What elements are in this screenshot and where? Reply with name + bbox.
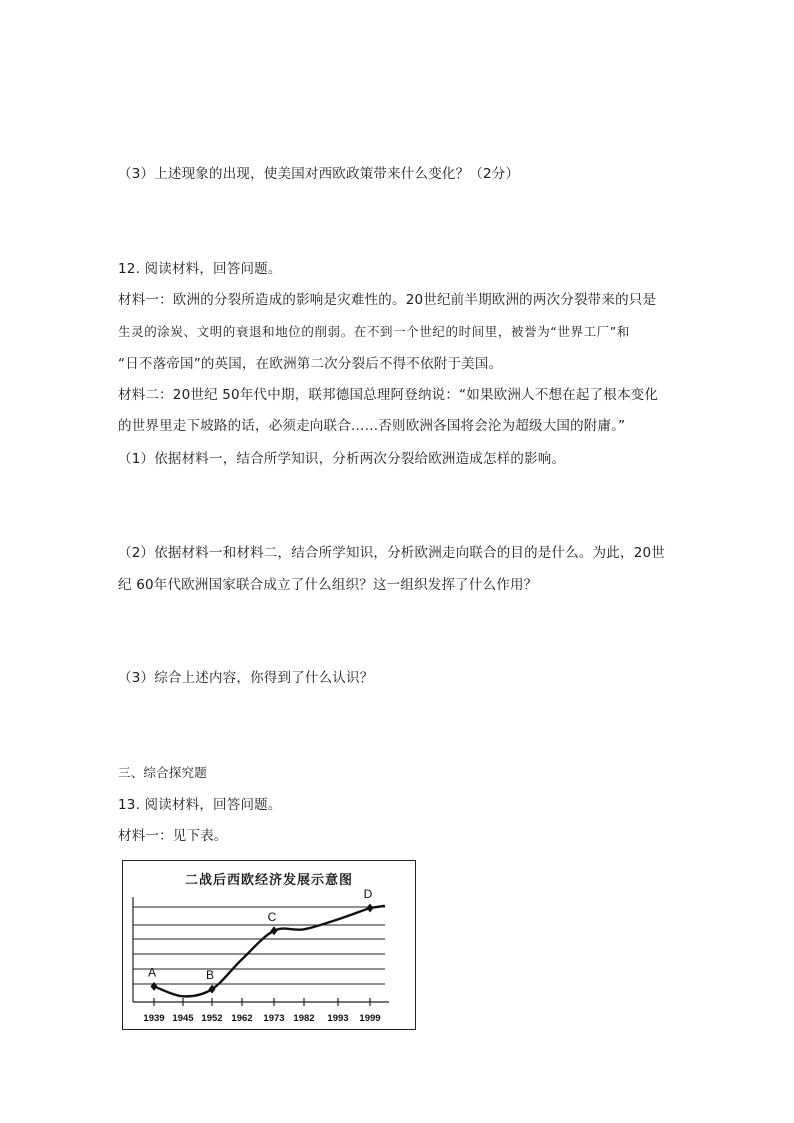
- q12-material2-line1: 材料二：20世纪 50年代中期，联邦德国总理阿登纳说：“如果欧洲人不想在起了根本变化: [118, 387, 659, 403]
- chart-title: 二战后西欧经济发展示意图: [184, 873, 353, 888]
- q12-heading: 12. 阅读材料，回答问题。: [118, 261, 282, 277]
- data-point-D: [367, 903, 374, 912]
- chart-plot: [123, 861, 415, 1029]
- section3-title: 三、综合探究题: [118, 765, 207, 780]
- point-label-C: C: [267, 909, 277, 924]
- x-tick-label-1952: 1952: [201, 1013, 223, 1024]
- q12-material1-line2: 生灵的涂炭、文明的衰退和地位的削弱。在不到一个世纪的时间里，被誉为“世界工厂”和: [118, 324, 630, 339]
- x-tick-label-1939: 1939: [143, 1013, 165, 1024]
- q12-part3: （3）综合上述内容，你得到了什么认识？: [118, 670, 374, 686]
- point-label-D: D: [363, 886, 373, 901]
- x-tick-label-1993: 1993: [327, 1013, 349, 1024]
- q13-heading: 13. 阅读材料，回答问题。: [118, 797, 282, 813]
- x-tick-label-1973: 1973: [263, 1013, 285, 1024]
- q12-material2-line2: 的世界里走下坡路的话，必须走向联合……否则欧洲各国将会沦为超级大国的附庸。”: [118, 418, 626, 434]
- point-label-A: A: [147, 965, 157, 980]
- q12-material1-line1: 材料一：欧洲的分裂所造成的影响是灾难性的。20世纪前半期欧洲的两次分裂带来的只是: [118, 292, 657, 308]
- x-tick-label-1999: 1999: [359, 1013, 381, 1024]
- q12-part2-line2: 纪 60年代欧洲国家联合成立了什么组织？这一组织发挥了什么作用？: [118, 577, 538, 593]
- q11-part3-question: （3）上述现象的出现，使美国对西欧政策带来什么变化？（2分）: [118, 166, 520, 182]
- q12-material1-line3: “日不落帝国”的英国，在欧洲第二次分裂后不得不依附于美国。: [118, 356, 503, 372]
- data-point-C: [271, 926, 278, 935]
- q13-material1: 材料一：见下表。: [118, 828, 228, 844]
- data-point-A: [151, 982, 158, 991]
- x-tick-label-1962: 1962: [231, 1013, 253, 1024]
- q12-part2-line1: （2）依据材料一和材料二，结合所学知识，分析欧洲走向联合的目的是什么。为此，20世: [118, 545, 665, 561]
- x-tick-label-1982: 1982: [293, 1013, 315, 1024]
- x-tick-label-1945: 1945: [172, 1013, 194, 1024]
- q12-part1: （1）依据材料一，结合所学知识，分析两次分裂给欧洲造成怎样的影响。: [118, 451, 566, 467]
- point-label-B: B: [205, 968, 215, 983]
- economy-chart: [122, 860, 416, 1030]
